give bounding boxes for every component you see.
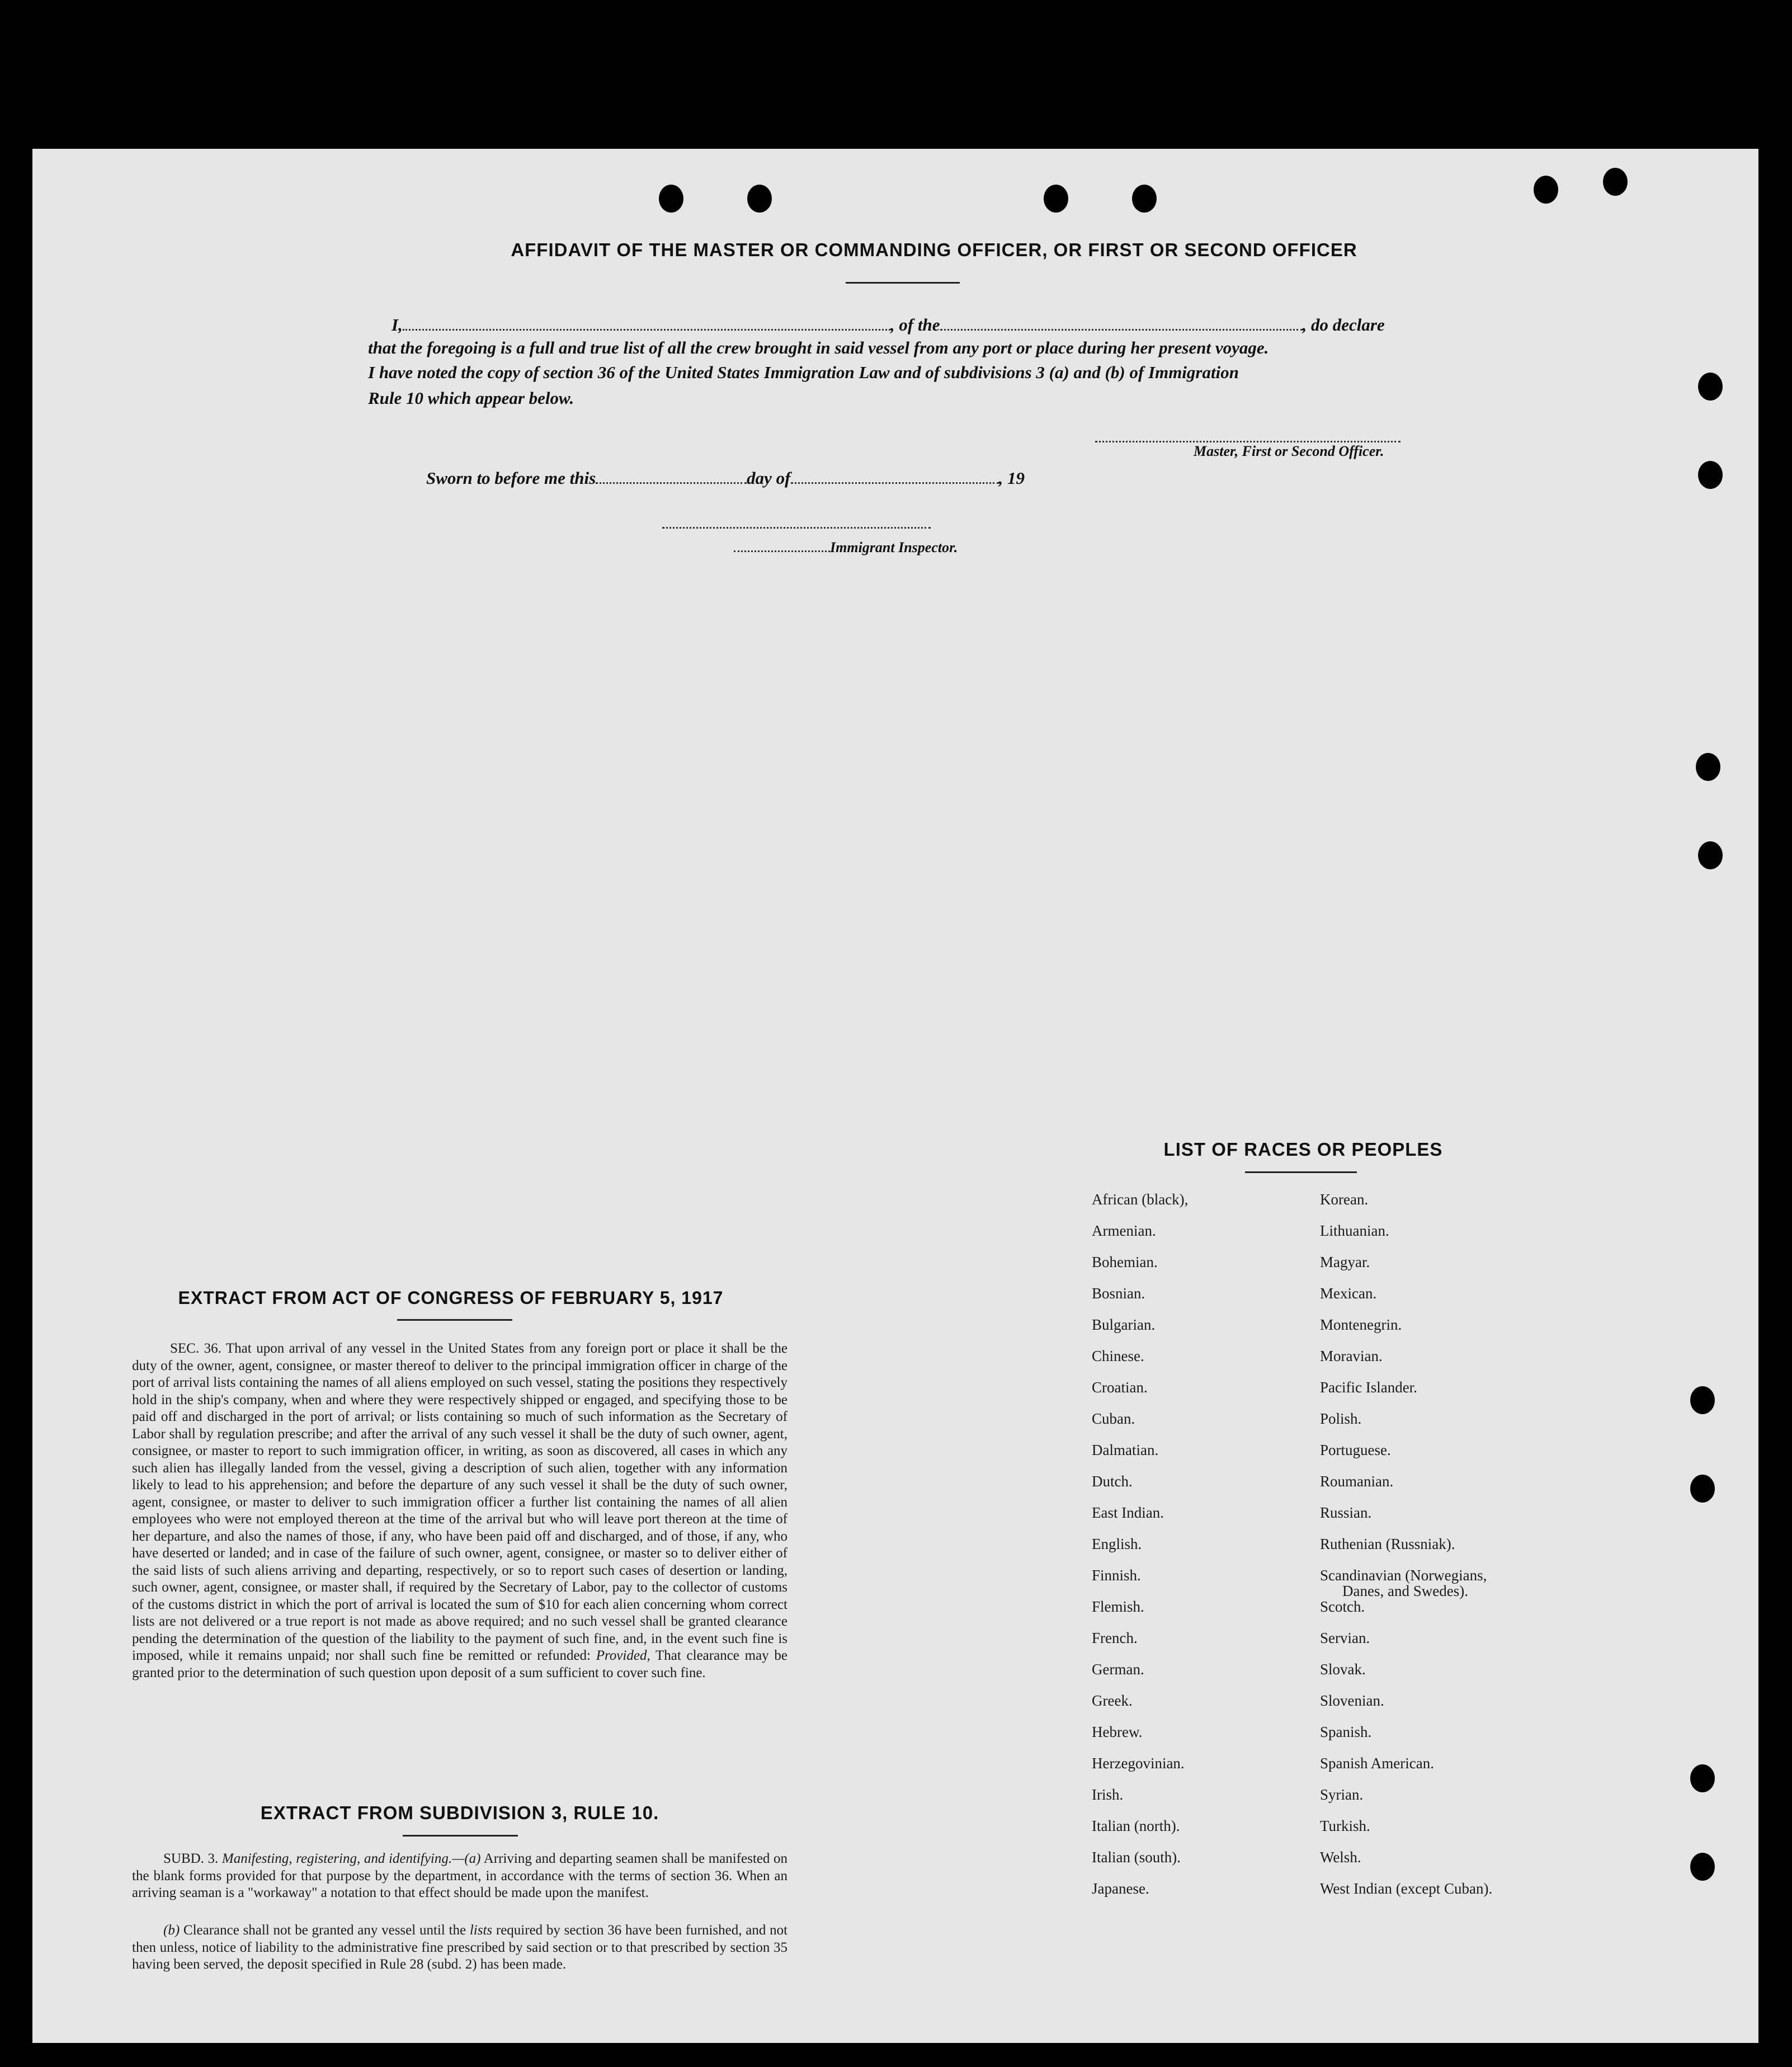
punch-hole — [1534, 176, 1558, 204]
declaration-text-line: I have noted the copy of section 36 of the United States Immigration Law and of subdivisions 3 (a) and (b) of Immigration — [368, 362, 1239, 382]
punch-hole — [1132, 185, 1157, 213]
race-item: East Indian. — [1092, 1504, 1164, 1521]
punch-hole — [1698, 373, 1723, 401]
punch-hole — [1698, 461, 1723, 489]
race-item: Herzegovinian. — [1092, 1755, 1185, 1772]
race-item: Welsh. — [1320, 1849, 1361, 1866]
race-item: Syrian. — [1320, 1786, 1364, 1803]
subdivision-b-body-end: required by section 36 have been furnished, and not then unless, notice of liability to the administrative fine prescribed by said section or to that prescribed by section 35 having been served, the deposit specified in Rule 28 (subd. 2) has been made. — [132, 1923, 788, 1972]
act-title-rule — [397, 1319, 512, 1321]
lists-term: lists — [469, 1923, 493, 1938]
race-item: Montenegrin. — [1320, 1316, 1402, 1333]
race-item: Moravian. — [1320, 1348, 1383, 1364]
vessel-name-field[interactable] — [940, 312, 1303, 331]
race-item: Japanese. — [1092, 1880, 1149, 1897]
race-item: Scotch. — [1320, 1598, 1365, 1615]
race-item: Danes, and Swedes). — [1342, 1583, 1468, 1599]
subdivision-b-text — [132, 1922, 787, 1974]
punch-hole — [1690, 1764, 1715, 1792]
race-item: Spanish American. — [1320, 1755, 1434, 1772]
race-item: Slovak. — [1320, 1661, 1366, 1678]
rule-title-rule — [403, 1835, 518, 1837]
race-item: Pacific Islander. — [1320, 1379, 1417, 1396]
inspector-signature-field[interactable] — [662, 510, 931, 529]
race-item: Ruthenian (Russniak). — [1320, 1536, 1455, 1552]
race-item: Greek. — [1092, 1692, 1133, 1709]
sworn-line — [426, 465, 1025, 488]
races-column-1 — [1092, 1184, 1188, 1904]
section-label: SEC. 36. — [170, 1341, 221, 1356]
master-signature-field[interactable] — [1095, 424, 1400, 442]
race-item: Servian. — [1320, 1630, 1370, 1646]
year-label: , 19 — [998, 468, 1025, 488]
race-item: Turkish. — [1320, 1818, 1370, 1834]
punch-hole — [1603, 168, 1628, 196]
race-item: Magyar. — [1320, 1254, 1370, 1270]
race-item: African (black), — [1092, 1191, 1189, 1208]
day-of-label: day of — [747, 468, 791, 488]
section-36-text — [132, 1340, 787, 1682]
race-item: Croatian. — [1092, 1379, 1148, 1396]
race-item: Spanish. — [1320, 1724, 1372, 1740]
race-item: Irish. — [1092, 1786, 1124, 1803]
punch-hole — [1690, 1386, 1715, 1414]
race-item: Slovenian. — [1320, 1692, 1384, 1709]
race-item: Roumanian. — [1320, 1473, 1394, 1490]
declarant-label: I, — [392, 315, 403, 335]
races-title: LIST OF RACES OR PEOPLES — [1163, 1139, 1443, 1160]
do-declare-label: , do declare — [1302, 315, 1385, 335]
races-column-2 — [1320, 1184, 1492, 1904]
affidavit-title-rule — [846, 282, 960, 284]
master-signature-label: Master, First or Second Officer. — [1194, 443, 1384, 459]
races-title-rule — [1245, 1171, 1357, 1173]
race-item: Korean. — [1320, 1191, 1369, 1208]
race-item: Flemish. — [1092, 1598, 1144, 1615]
provided-term: Provided, — [596, 1648, 650, 1663]
subdivision-heading: Manifesting, registering, and identifying.—(a) — [221, 1851, 481, 1866]
race-item: Chinese. — [1092, 1348, 1144, 1364]
punch-hole — [1690, 1475, 1715, 1503]
declarant-name-field[interactable] — [403, 312, 890, 331]
race-item: Russian. — [1320, 1504, 1372, 1521]
affidavit-title: AFFIDAVIT OF THE MASTER OR COMMANDING OFFICER, OR FIRST OR SECOND OFFICER — [511, 239, 1357, 260]
race-item: Polish. — [1320, 1410, 1362, 1427]
sworn-label: Sworn to before me this — [426, 468, 596, 488]
race-item: Hebrew. — [1092, 1724, 1143, 1740]
subdivision-b-label: (b) — [163, 1923, 180, 1938]
sworn-date-field[interactable] — [596, 465, 747, 484]
race-item: French. — [1092, 1630, 1138, 1646]
section-body-end: That clearance may be granted prior to the determination of such question upon deposit of a sum sufficient to cover such fine. — [132, 1648, 787, 1680]
declaration-line — [392, 312, 1385, 335]
race-item: Lithuanian. — [1320, 1222, 1389, 1239]
subdivision-a-body: Arriving and departing seamen shall be manifested on the blank forms provided for that purpose by the department, in accordance with the terms of section 36. When an arriving seaman is a "workaway" a notation to that effect should be made upon the manifest. — [132, 1851, 788, 1900]
race-item: Armenian. — [1092, 1222, 1156, 1239]
section-body: That upon arrival of any vessel in the United States from any foreign port or place it shall be the duty of the owner, agent, consignee, or master thereof to deliver to the principal immigration officer in charge of the port of arrival lists containing the names of all aliens employed on such vessel, stating the positions they respectively hold in the ship's company, when and where they were respectively shipped or engaged, and specifying those to be paid off and discharged in the port of arrival; or lists containing so much of such information as the Secretary of Labor shall by regulation prescribe; and after the arrival of any such vessel it shall be the duty of such owner, agent, consignee, or master to report to such immigration officer, in writing, as soon as discovered, all cases in which any such alien has illegally landed from the vessel, giving a description of such alien, together with any information likely to lead to his apprehension; and before the departure of any such vessel it shall be the duty of such owner, agent, consignee, or master to deliver to such immigration officer a further list containing the names of all alien employees who were not employed thereon at the time of the arrival but who will leave port thereon at the time of her departure, and also the names of those, if any, who have been paid off and discharged, and of those, if any, who have deserted or landed; and in case of the failure of such owner, agent, consignee, or master so to deliver either of the said lists of such aliens arriving and departing, respectively, or so to report such cases of desertion or landing, such owner, agent, consignee, or master shall, if required by the Secretary of Labor, pay to the collector of customs of the customs district in which the port of arrival is located the sum of $10 for each alien concerning whom correct lists are not delivered or a true report is not made as above required; and no such vessel shall be granted clearance pending the determination of the question of the liability to the payment of such fine, and, in the event such fine is imposed, while it remains unpaid; nor shall such fine be remitted or refunded: — [132, 1341, 787, 1663]
race-item: Italian (north). — [1092, 1818, 1180, 1834]
sworn-month-field[interactable] — [791, 465, 999, 484]
punch-hole — [747, 185, 772, 213]
race-item: West Indian (except Cuban). — [1320, 1880, 1493, 1897]
punch-hole — [659, 185, 683, 213]
punch-hole — [1690, 1853, 1715, 1881]
subdivision-b-body: Clearance shall not be granted any vessel until the — [183, 1923, 466, 1938]
race-item: Bulgarian. — [1092, 1316, 1156, 1333]
race-item: English. — [1092, 1536, 1142, 1552]
declaration-text-line: Rule 10 which appear below. — [368, 388, 574, 408]
race-item: Scandinavian (Norwegians, — [1320, 1567, 1487, 1584]
punch-hole — [1044, 185, 1068, 213]
inspector-name-field[interactable] — [734, 537, 830, 552]
race-item: Italian (south). — [1092, 1849, 1181, 1866]
inspector-line — [734, 537, 958, 556]
punch-hole — [1698, 841, 1723, 869]
race-item: German. — [1092, 1661, 1144, 1678]
race-item: Cuban. — [1092, 1410, 1135, 1427]
rule-title: EXTRACT FROM SUBDIVISION 3, RULE 10. — [260, 1802, 659, 1823]
race-item: Portuguese. — [1320, 1442, 1391, 1458]
race-item: Dalmatian. — [1092, 1442, 1159, 1458]
form-sheet — [32, 149, 1758, 2043]
inspector-label: Immigrant Inspector. — [830, 539, 958, 555]
punch-hole — [1696, 753, 1720, 781]
declaration-text-line: that the foregoing is a full and true list of all the crew brought in said vessel from any port or place during her present voyage. — [368, 338, 1269, 357]
race-item: Bosnian. — [1092, 1285, 1145, 1302]
subdivision-a-text — [132, 1851, 787, 1902]
race-item: Mexican. — [1320, 1285, 1377, 1302]
of-the-label: , of the — [890, 315, 940, 335]
race-item: Finnish. — [1092, 1567, 1141, 1584]
act-title: EXTRACT FROM ACT OF CONGRESS OF FEBRUARY 5, 1917 — [178, 1288, 724, 1308]
subdivision-label: SUBD. 3. — [163, 1851, 219, 1866]
race-item: Bohemian. — [1092, 1254, 1158, 1270]
race-item: Dutch. — [1092, 1473, 1133, 1490]
